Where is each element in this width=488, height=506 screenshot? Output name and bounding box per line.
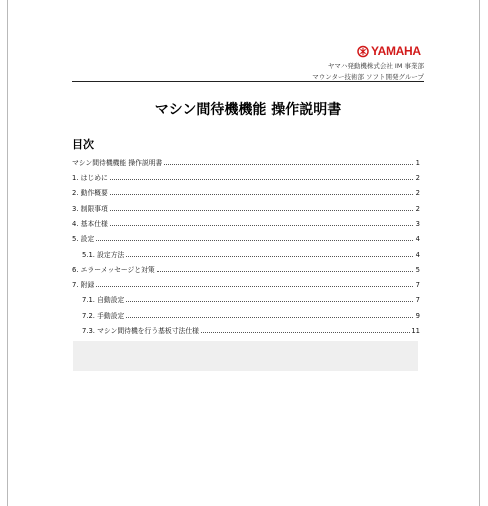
toc-entry-page: 2 — [415, 205, 420, 213]
toc-entry-label: 1. はじめに — [72, 174, 108, 182]
toc-entry-label: 2. 動作概要 — [72, 189, 108, 197]
tuning-fork-emblem-icon — [356, 45, 370, 58]
toc-entry-page: 2 — [415, 174, 420, 182]
toc-entry-label: マシン間待機機能 操作説明書 — [72, 159, 163, 167]
page-edge-right — [479, 0, 480, 506]
toc-leader-dots — [126, 256, 413, 257]
toc-entry-restrictions[interactable] — [72, 203, 420, 213]
toc-entry-label: 4. 基本仕様 — [72, 220, 108, 228]
grey-notice-box — [73, 341, 418, 371]
company-line: ヤマハ発動機株式会社 IM 事業部 — [327, 62, 424, 70]
toc-entry-page: 5 — [415, 266, 420, 274]
toc-entry-label: 7. 附録 — [72, 281, 95, 289]
toc-leader-dots — [110, 194, 413, 195]
toc-leader-dots — [110, 210, 413, 211]
toc-entry-label: 7.1. 自動設定 — [82, 296, 125, 304]
toc-leader-dots — [126, 301, 413, 302]
toc-entry-board-dimension-spec[interactable] — [82, 325, 420, 335]
logo-wordmark: YAMAHA — [371, 44, 421, 58]
toc-entry-introduction[interactable] — [72, 172, 420, 182]
header-rule — [72, 81, 424, 82]
toc-leader-dots — [96, 240, 413, 241]
toc-entry-label: 6. エラーメッセージと対策 — [72, 266, 155, 274]
toc-leader-dots — [96, 286, 413, 287]
toc-entry-page: 3 — [415, 220, 420, 228]
page-edge-left — [7, 0, 8, 506]
toc-entry-page: 9 — [415, 312, 420, 320]
toc-entry-settings[interactable] — [72, 233, 420, 243]
toc-leader-dots — [126, 317, 413, 318]
toc-leader-dots — [201, 332, 410, 333]
toc-entry-label: 5. 設定 — [72, 235, 95, 243]
toc-entry-title[interactable] — [72, 157, 420, 167]
toc-entry-settings-method[interactable] — [82, 249, 420, 259]
toc-entry-page: 11 — [411, 327, 420, 335]
toc-entry-label: 7.3. マシン間待機を行う基板寸法仕様 — [82, 327, 199, 335]
toc-entry-error-messages[interactable] — [72, 264, 420, 274]
toc-entry-page: 7 — [415, 281, 420, 289]
department-line: マウンター技術部 ソフト開発グループ — [312, 73, 424, 81]
toc-entry-label: 5.1. 設定方法 — [82, 251, 125, 259]
toc-entry-basic-spec[interactable] — [72, 218, 420, 228]
toc-entry-overview[interactable] — [72, 187, 420, 197]
toc-entry-page: 1 — [415, 159, 420, 167]
toc-entry-page: 4 — [415, 235, 420, 243]
document-title: マシン間待機機能 操作説明書 — [154, 102, 342, 118]
toc-leader-dots — [110, 225, 413, 226]
toc-entry-page: 7 — [415, 296, 420, 304]
yamaha-logo — [356, 44, 424, 58]
toc-heading: 目次 — [72, 138, 94, 151]
toc-entry-page: 4 — [415, 251, 420, 259]
toc-entry-appendix[interactable] — [72, 279, 420, 289]
toc-leader-dots — [110, 179, 413, 180]
toc-leader-dots — [157, 271, 413, 272]
toc-entry-label: 3. 制限事項 — [72, 205, 108, 213]
toc-entry-label: 7.2. 手動設定 — [82, 312, 125, 320]
toc-entry-manual-settings[interactable] — [82, 310, 420, 320]
toc-leader-dots — [164, 164, 413, 165]
toc-entry-auto-settings[interactable] — [82, 294, 420, 304]
toc-entry-page: 2 — [415, 189, 420, 197]
